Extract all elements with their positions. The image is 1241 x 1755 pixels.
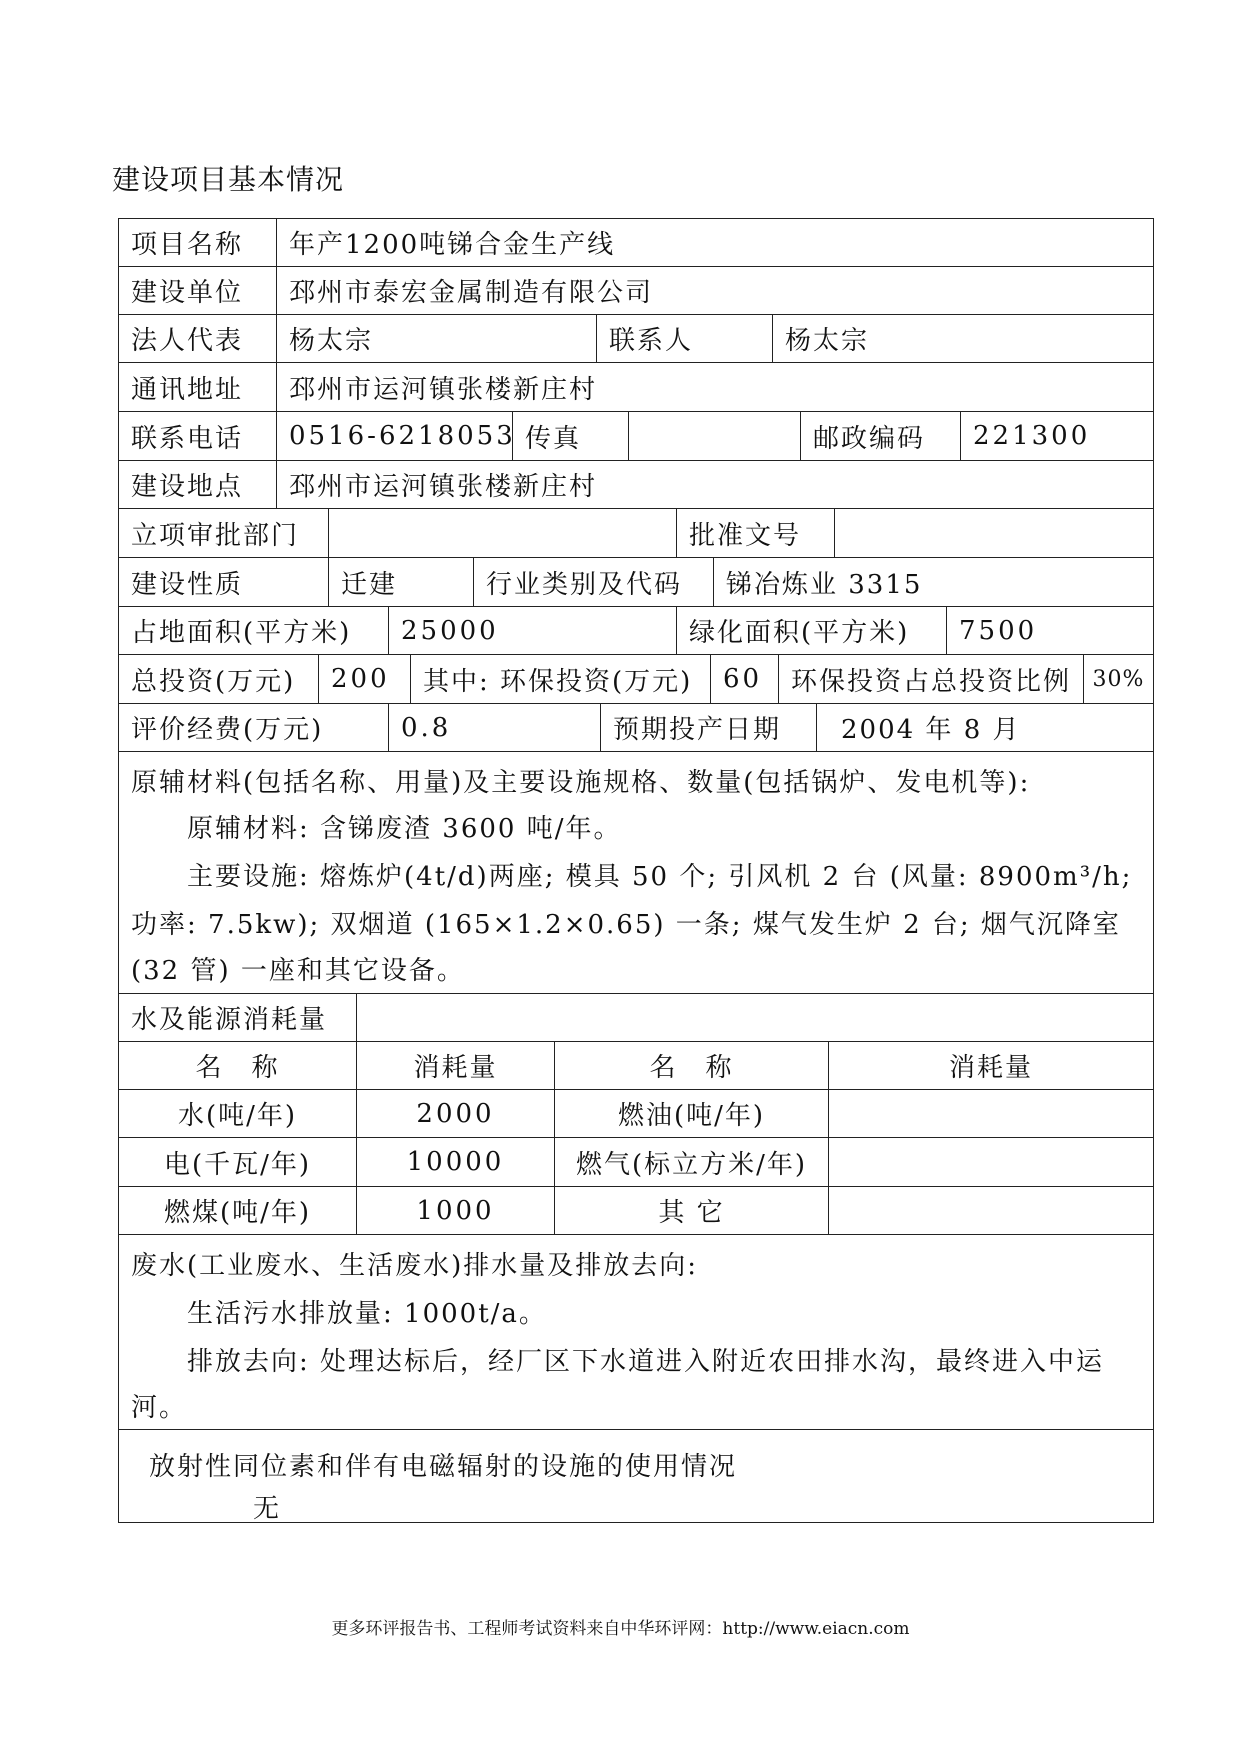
phone-value: 0516-6218053 bbox=[277, 412, 513, 460]
address-value: 邳州市运河镇张楼新庄村 bbox=[289, 374, 598, 405]
table-row bbox=[119, 1138, 1153, 1187]
energy-heading-blank bbox=[357, 994, 1153, 1041]
row-investment bbox=[119, 655, 1153, 704]
page-title: 建设项目基本情况 bbox=[112, 163, 345, 196]
table-row bbox=[119, 1090, 1153, 1138]
energy-name: 水(吨/年) bbox=[119, 1090, 357, 1137]
wastewater-line3: 河。 bbox=[131, 1393, 188, 1423]
radiation-value: 无 bbox=[253, 1494, 282, 1524]
row-phone bbox=[119, 412, 1153, 461]
industry-label: 行业类别及代码 bbox=[474, 558, 714, 606]
energy-heading: 水及能源消耗量 bbox=[119, 994, 357, 1041]
green-value: 7500 bbox=[959, 615, 1038, 646]
area-value: 25000 bbox=[389, 607, 677, 654]
energy-name2: 其 它 bbox=[555, 1187, 829, 1234]
industry-value: 锑冶炼业 3315 bbox=[726, 569, 923, 600]
energy-amount: 2000 bbox=[357, 1090, 555, 1137]
materials-line1: 原辅材料: 含锑废渣 3600 吨/年。 bbox=[187, 814, 622, 844]
investment-value: 200 bbox=[319, 655, 411, 703]
energy-name2: 燃气(标立方米/年) bbox=[555, 1138, 829, 1186]
energy-name: 电(千瓦/年) bbox=[119, 1138, 357, 1186]
fax-label: 传真 bbox=[513, 412, 629, 460]
project-name-value: 年产1200吨锑合金生产线 bbox=[289, 230, 616, 260]
builder-value: 邳州市泰宏金属制造有限公司 bbox=[289, 278, 654, 308]
materials-block bbox=[119, 752, 1153, 994]
row-project-name bbox=[119, 219, 1153, 267]
row-evaluation bbox=[119, 704, 1153, 752]
contact-label: 联系人 bbox=[597, 315, 773, 362]
table-row bbox=[119, 1187, 1153, 1235]
materials-heading: 原辅材料(包括名称、用量)及主要设施规格、数量(包括锅炉、发电机等): bbox=[131, 768, 1031, 798]
row-site bbox=[119, 461, 1153, 509]
energy-col-amount2: 消耗量 bbox=[948, 1053, 1033, 1083]
footer-note: 更多环评报告书、工程师考试资料来自中华环评网：http://www.eiacn.com bbox=[331, 1619, 910, 1639]
env-ratio-value: 30% bbox=[1092, 666, 1145, 692]
energy-amount2 bbox=[829, 1187, 1153, 1234]
energy-name2: 燃油(吨/年) bbox=[555, 1090, 829, 1137]
wastewater-block bbox=[119, 1235, 1153, 1430]
nature-value: 迁建 bbox=[329, 558, 474, 606]
radiation-block bbox=[119, 1430, 1153, 1522]
approval-value bbox=[329, 509, 677, 557]
site-value: 邳州市运河镇张楼新庄村 bbox=[289, 472, 598, 502]
energy-name: 燃煤(吨/年) bbox=[119, 1187, 357, 1234]
row-builder bbox=[119, 267, 1153, 315]
wastewater-heading: 废水(工业废水、生活废水)排水量及排放去向: bbox=[131, 1251, 699, 1281]
env-investment-label: 其中: 环保投资(万元) bbox=[411, 655, 711, 703]
row-approval bbox=[119, 509, 1153, 558]
phone-label: 联系电话 bbox=[119, 412, 277, 460]
row-address bbox=[119, 363, 1153, 412]
materials-line2: 主要设施: 熔炼炉(4t/d)两座; 模具 50 个; 引风机 2 台 (风量: 8900m³/h; bbox=[187, 862, 1133, 892]
row-area bbox=[119, 607, 1153, 655]
project-name-label: 项目名称 bbox=[119, 219, 277, 266]
evaluation-value: 0.8 bbox=[389, 704, 601, 751]
address-label: 通讯地址 bbox=[119, 363, 277, 411]
green-label: 绿化面积(平方米) bbox=[677, 607, 947, 654]
energy-amount2 bbox=[829, 1090, 1153, 1137]
approval-doc-value bbox=[835, 509, 1153, 557]
energy-col-name: 名 称 bbox=[119, 1042, 357, 1089]
builder-label: 建设单位 bbox=[119, 267, 277, 314]
nature-label: 建设性质 bbox=[119, 558, 329, 606]
fax-value bbox=[629, 412, 801, 460]
energy-amount: 1000 bbox=[357, 1187, 555, 1234]
energy-amount: 10000 bbox=[357, 1138, 555, 1186]
energy-table-header bbox=[119, 1042, 1153, 1090]
env-ratio-label: 环保投资占总投资比例 bbox=[779, 655, 1084, 703]
env-investment-value: 60 bbox=[711, 655, 779, 703]
wastewater-line2: 排放去向: 处理达标后，经厂区下水道进入附近农田排水沟，最终进入中运 bbox=[187, 1347, 1105, 1377]
zip-value: 221300 bbox=[973, 421, 1091, 451]
investment-label: 总投资(万元) bbox=[119, 655, 319, 703]
evaluation-label: 评价经费(万元) bbox=[119, 704, 389, 751]
date-value: 2004 年 8 月 bbox=[841, 715, 1021, 745]
energy-col-amount: 消耗量 bbox=[357, 1042, 555, 1089]
approval-label: 立项审批部门 bbox=[119, 509, 329, 557]
contact-value: 杨太宗 bbox=[785, 326, 870, 356]
wastewater-line1: 生活污水排放量: 1000t/a。 bbox=[187, 1299, 547, 1329]
row-nature bbox=[119, 558, 1153, 607]
materials-line4: (32 管) 一座和其它设备。 bbox=[131, 956, 465, 986]
project-info-form bbox=[118, 218, 1154, 1523]
site-label: 建设地点 bbox=[119, 461, 277, 508]
energy-amount2 bbox=[829, 1138, 1153, 1186]
date-label: 预期投产日期 bbox=[601, 704, 817, 751]
row-legal-rep bbox=[119, 315, 1153, 363]
row-energy-heading bbox=[119, 994, 1153, 1042]
legal-rep-value: 杨太宗 bbox=[277, 315, 597, 362]
zip-label: 邮政编码 bbox=[801, 412, 961, 460]
materials-line3: 功率: 7.5kw); 双烟道 (165×1.2×0.65) 一条; 煤气发生炉 2 台; 烟气沉降室 bbox=[131, 910, 1121, 940]
approval-doc-label: 批准文号 bbox=[677, 509, 835, 557]
energy-col-name2: 名 称 bbox=[555, 1042, 829, 1089]
area-label: 占地面积(平方米) bbox=[119, 607, 389, 654]
legal-rep-label: 法人代表 bbox=[119, 315, 277, 362]
radiation-heading: 放射性同位素和伴有电磁辐射的设施的使用情况 bbox=[149, 1452, 738, 1482]
